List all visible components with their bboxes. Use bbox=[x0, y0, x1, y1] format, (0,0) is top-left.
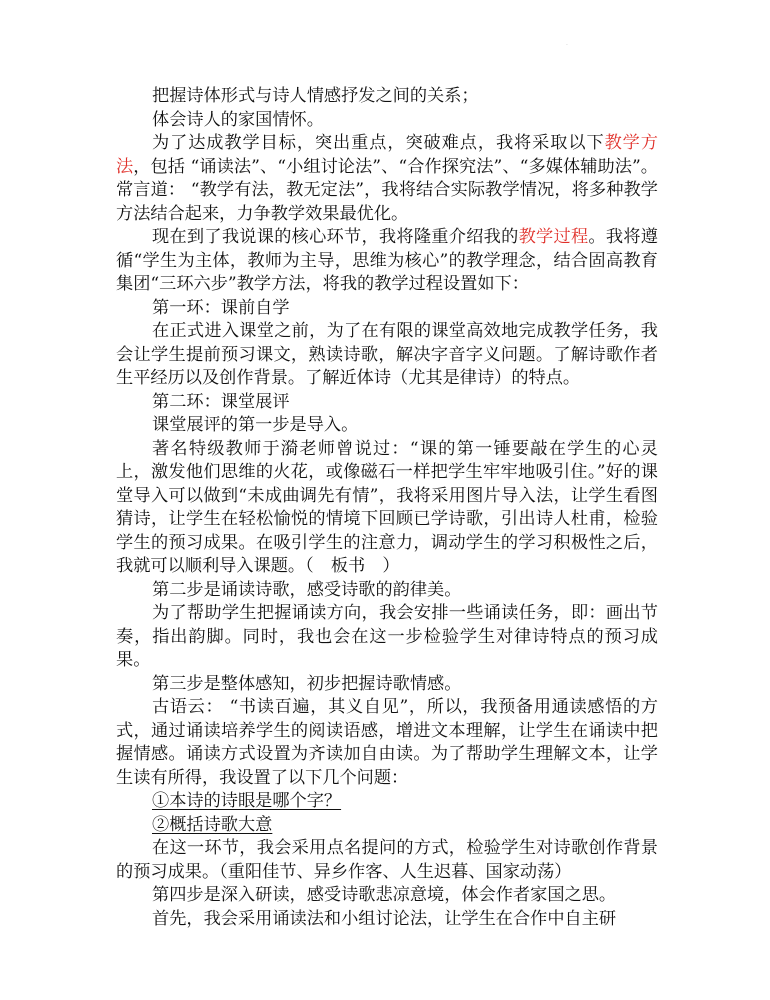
underlined-question: ②概括诗歌大意 bbox=[152, 814, 273, 835]
text-segment: 第二环：课堂展评 bbox=[152, 391, 290, 412]
text-segment: 在正式进入课堂之前，为了在有限的课堂高效地完成教学任务，我会让学生提前预习课文，熟读诗歌，解决字音字义问题。了解诗歌作者生平经历以及创作背景。了解近体诗（尤其是律诗）的特点。 bbox=[116, 321, 658, 388]
text-segment: 首先，我会采用诵读法和小组讨论法，让学生在合作中自主研 bbox=[152, 908, 617, 929]
paragraph bbox=[116, 790, 658, 814]
text-segment: 著名特级教师于漪老师曾说过：“课的第一锤要敲在学生的心灵上，激发他们思维的火花，或像磁石一样把学生牢牢地吸引住。”好的课堂导入可以做到“未成曲调先有情”，我将采用图片导入法，让学生看图猜诗，让学生在轻松愉悦的情境下回顾已学诗歌，引出诗人杜甫，检验学生的预习成果。在吸引学生的注意力，调动学生的学习积极性之后，我就可以顺利导入课题。（ 板书 ） bbox=[116, 438, 658, 576]
text-segment: 第三步是整体感知，初步把握诗歌情感。 bbox=[152, 673, 462, 694]
underlined-question: ①本诗的诗眼是哪个字？ bbox=[152, 791, 342, 811]
body-text bbox=[116, 85, 658, 931]
text-segment: 第四步是深入研读，感受诗歌悲凉意境，体会作者家国之思。 bbox=[152, 885, 617, 905]
text-segment: 为了帮助学生把握诵读方向，我会安排一些诵读任务，即：画出节奏，指出韵脚。同时，我也会在这一步检验学生对律诗特点的预习成果。 bbox=[116, 603, 658, 670]
paragraph bbox=[116, 320, 658, 391]
paragraph bbox=[116, 109, 658, 133]
text-segment: 现在到了我说课的核心环节，我将隆重介绍我的 bbox=[152, 227, 519, 247]
paragraph bbox=[116, 837, 658, 884]
paragraph bbox=[116, 602, 658, 673]
text-segment: 把握诗体形式与诗人情感抒发之间的关系； bbox=[152, 86, 479, 106]
text-segment: 第二步是诵读诗歌，感受诗歌的韵律美。 bbox=[152, 579, 462, 600]
paragraph bbox=[116, 414, 658, 438]
text-segment: 。我将遵循“学生为主体，教师为主导，思维为核心”的教学理念，结合固高教育集团“三环六步”教学方法，将我的教学过程设置如下： bbox=[116, 227, 658, 294]
paragraph bbox=[116, 438, 658, 579]
text-segment: 在这一环节，我会采用点名提问的方式，检验学生对诗歌创作背景的预习成果。（重阳佳节、异乡作客、人生迟暮、国家动荡） bbox=[116, 838, 658, 882]
paragraph bbox=[116, 85, 658, 109]
corner-mark: · bbox=[566, 42, 568, 49]
highlighted-term: 教学过程 bbox=[518, 227, 589, 247]
text-segment: 课堂展评的第一步是导入。 bbox=[152, 415, 359, 435]
paragraph bbox=[116, 814, 658, 838]
text-segment: 第一环：课前自学 bbox=[152, 297, 290, 318]
text-segment: ，包括 “诵读法”、“小组讨论法”、“合作探究法”、“多媒体辅助法”。常言道： “教学有法，教无定法”，我将结合实际教学情况，将多种教学方法结合起来，力争教学效果最优化。 bbox=[116, 156, 658, 224]
paragraph bbox=[116, 884, 658, 908]
paragraph bbox=[116, 132, 658, 226]
paragraph bbox=[116, 226, 658, 297]
paragraph bbox=[116, 673, 658, 697]
highlighted-term: 教学方法 bbox=[116, 133, 658, 177]
paragraph bbox=[116, 391, 658, 415]
paragraph bbox=[116, 696, 658, 790]
paragraph bbox=[116, 908, 658, 932]
text-segment: 为了达成教学目标，突出重点，突破难点，我将采取以下 bbox=[152, 133, 605, 153]
paragraph bbox=[116, 297, 658, 321]
text-segment: 古语云： “书读百遍，其义自见”，所以，我预备用通读感悟的方式，通过诵读培养学生的阅读语感，增进文本理解，让学生在诵读中把握情感。诵读方式设置为齐读加自由读。为了帮助学生理解文本，让学生读有所得，我设置了以下几个问题： bbox=[116, 697, 658, 788]
text-segment: 体会诗人的家国情怀。 bbox=[152, 109, 324, 130]
paragraph bbox=[116, 579, 658, 603]
